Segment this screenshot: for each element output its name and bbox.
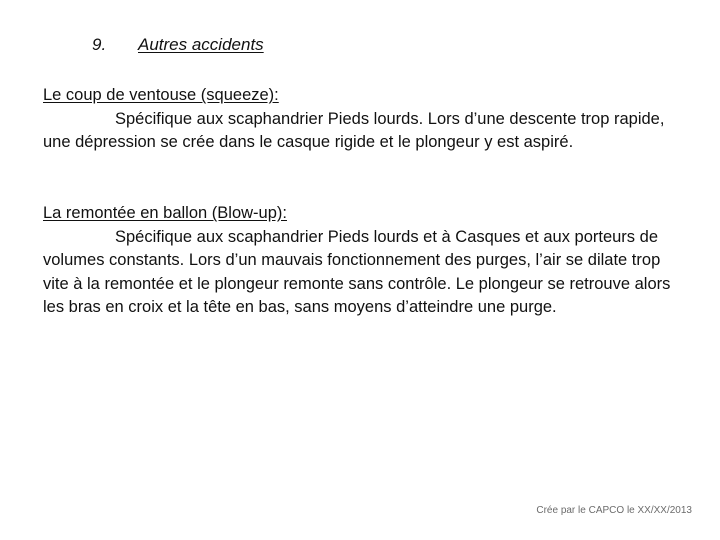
section-blow-up bbox=[43, 202, 673, 320]
footer-credit: Crée par le CAPCO le XX/XX/2013 bbox=[536, 505, 692, 516]
section-paragraph: Spécifique aux scaphandrier Pieds lourds. Lors d’une descente trop rapide, une dépression se crée dans le casque rigide et le plongeur y est aspiré. bbox=[43, 109, 665, 151]
section-title: La remontée en ballon (Blow-up): bbox=[43, 204, 287, 222]
slide-heading bbox=[92, 35, 264, 55]
heading-number: 9. bbox=[92, 35, 107, 54]
section-paragraph: Spécifique aux scaphandrier Pieds lourds et à Casques et aux porteurs de volumes constants. Lors d’un mauvais fonctionnement des purges, l’air se dilate trop vite à la remontée et le plongeur remonte sans contrôle. Le plongeur se retrouve alors les bras en croix et la tête en bas, sans moyens d’atteindre une purge. bbox=[43, 227, 671, 316]
heading-title: Autres accidents bbox=[138, 35, 264, 54]
section-squeeze bbox=[43, 84, 673, 155]
section-title: Le coup de ventouse (squeeze): bbox=[43, 86, 279, 104]
